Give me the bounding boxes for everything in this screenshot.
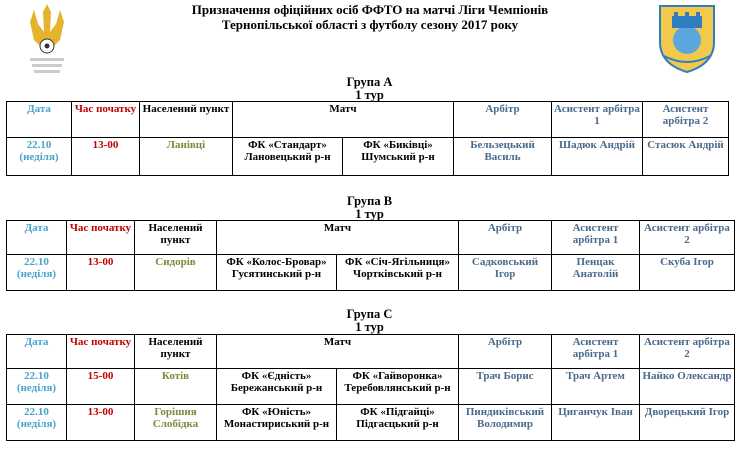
ffto-logo — [652, 2, 722, 74]
away-team: ФК «Підгайці» Підгаєцький р-н — [337, 405, 459, 441]
referee: Пиндиківський Володимир — [459, 405, 552, 441]
assistant-2: Дворецький Ігор — [640, 405, 735, 441]
group-a-table — [6, 101, 729, 176]
title-line-2: Тернопільської області з футболу сезону 2017 року — [221, 17, 519, 32]
header-time: Час початку — [67, 221, 135, 255]
group-b-name: Група В — [346, 194, 393, 208]
header-match: Матч — [217, 221, 459, 255]
group-b-round: 1 тур — [355, 207, 384, 221]
header-assistant-1: Асистент арбітра 1 — [552, 221, 640, 255]
header-assistant-2: Асистент арбітра 2 — [640, 335, 735, 369]
match-time: 13-00 — [67, 405, 135, 441]
match-place: Сидорів — [135, 255, 217, 291]
match-date: 22.10 (неділя) — [7, 255, 67, 291]
group-c-name: Група С — [346, 307, 393, 321]
group-a-name: Група А — [346, 75, 393, 89]
assistant-2: Стасюк Андрій — [643, 138, 729, 176]
table-header-row — [7, 221, 735, 255]
table-row — [7, 405, 735, 441]
header-assistant-1: Асистент арбітра 1 — [552, 335, 640, 369]
home-team: ФК «Юність» Монастириський р-н — [217, 405, 337, 441]
group-b-heading — [0, 195, 739, 221]
match-place: Ланівці — [140, 138, 233, 176]
match-date: 22.10 (неділя) — [7, 138, 72, 176]
referee: Садковський Ігор — [459, 255, 552, 291]
match-date: 22.10 (неділя) — [7, 369, 67, 405]
header-assistant-2: Асистент арбітра 2 — [640, 221, 735, 255]
match-time: 13-00 — [72, 138, 140, 176]
header-assistant-1: Асистент арбітра 1 — [552, 102, 643, 138]
header-assistant-2: Асистент арбітра 2 — [643, 102, 729, 138]
assistant-1: Циганчук Іван — [552, 405, 640, 441]
header-time: Час початку — [72, 102, 140, 138]
header-match: Матч — [217, 335, 459, 369]
home-team: ФК «Єдність» Бережанський р-н — [217, 369, 337, 405]
match-time: 13-00 — [67, 255, 135, 291]
header-date: Дата — [7, 221, 67, 255]
referee: Трач Борис — [459, 369, 552, 405]
home-team: ФК «Колос-Бровар» Гусятинський р-н — [217, 255, 337, 291]
header-date: Дата — [7, 102, 72, 138]
header-time: Час початку — [67, 335, 135, 369]
table-row — [7, 255, 735, 291]
table-header-row — [7, 335, 735, 369]
match-time: 15-00 — [67, 369, 135, 405]
header-referee: Арбітр — [454, 102, 552, 138]
away-team: ФК «Січ-Ягільниця» Чортківський р-н — [337, 255, 459, 291]
away-team: ФК «Гайворонка» Теребовлянський р-н — [337, 369, 459, 405]
away-team: ФК «Биківці» Шумський р-н — [343, 138, 454, 176]
match-place: Горішня Слобідка — [135, 405, 217, 441]
header-date: Дата — [7, 335, 67, 369]
referee: Бельзецький Василь — [454, 138, 552, 176]
header-place: Населений пункт — [140, 102, 233, 138]
group-c-table — [6, 334, 735, 441]
home-team: ФК «Стандарт» Лановецький р-н — [233, 138, 343, 176]
header-place: Населений пункт — [135, 221, 217, 255]
match-place: Котів — [135, 369, 217, 405]
header-match: Матч — [233, 102, 454, 138]
document-title — [130, 2, 610, 32]
header-referee: Арбітр — [459, 335, 552, 369]
assistant-1: Трач Артем — [552, 369, 640, 405]
assistant-1: Шадюк Андрій — [552, 138, 643, 176]
group-c-round: 1 тур — [355, 320, 384, 334]
assistant-2: Найко Олександр — [640, 369, 735, 405]
ffu-logo — [22, 2, 72, 82]
match-date: 22.10 (неділя) — [7, 405, 67, 441]
group-c-heading — [0, 308, 739, 334]
table-header-row — [7, 102, 729, 138]
title-line-1: Призначення офіційних осіб ФФТО на матчі Ліги Чемпіонів — [191, 2, 549, 17]
group-a-round: 1 тур — [355, 88, 384, 102]
group-a-heading — [0, 76, 739, 102]
header-referee: Арбітр — [459, 221, 552, 255]
assistant-2: Скуба Ігор — [640, 255, 735, 291]
table-row — [7, 369, 735, 405]
table-row — [7, 138, 729, 176]
assistant-1: Пенцак Анатолій — [552, 255, 640, 291]
group-b-table — [6, 220, 735, 291]
header-place: Населений пункт — [135, 335, 217, 369]
